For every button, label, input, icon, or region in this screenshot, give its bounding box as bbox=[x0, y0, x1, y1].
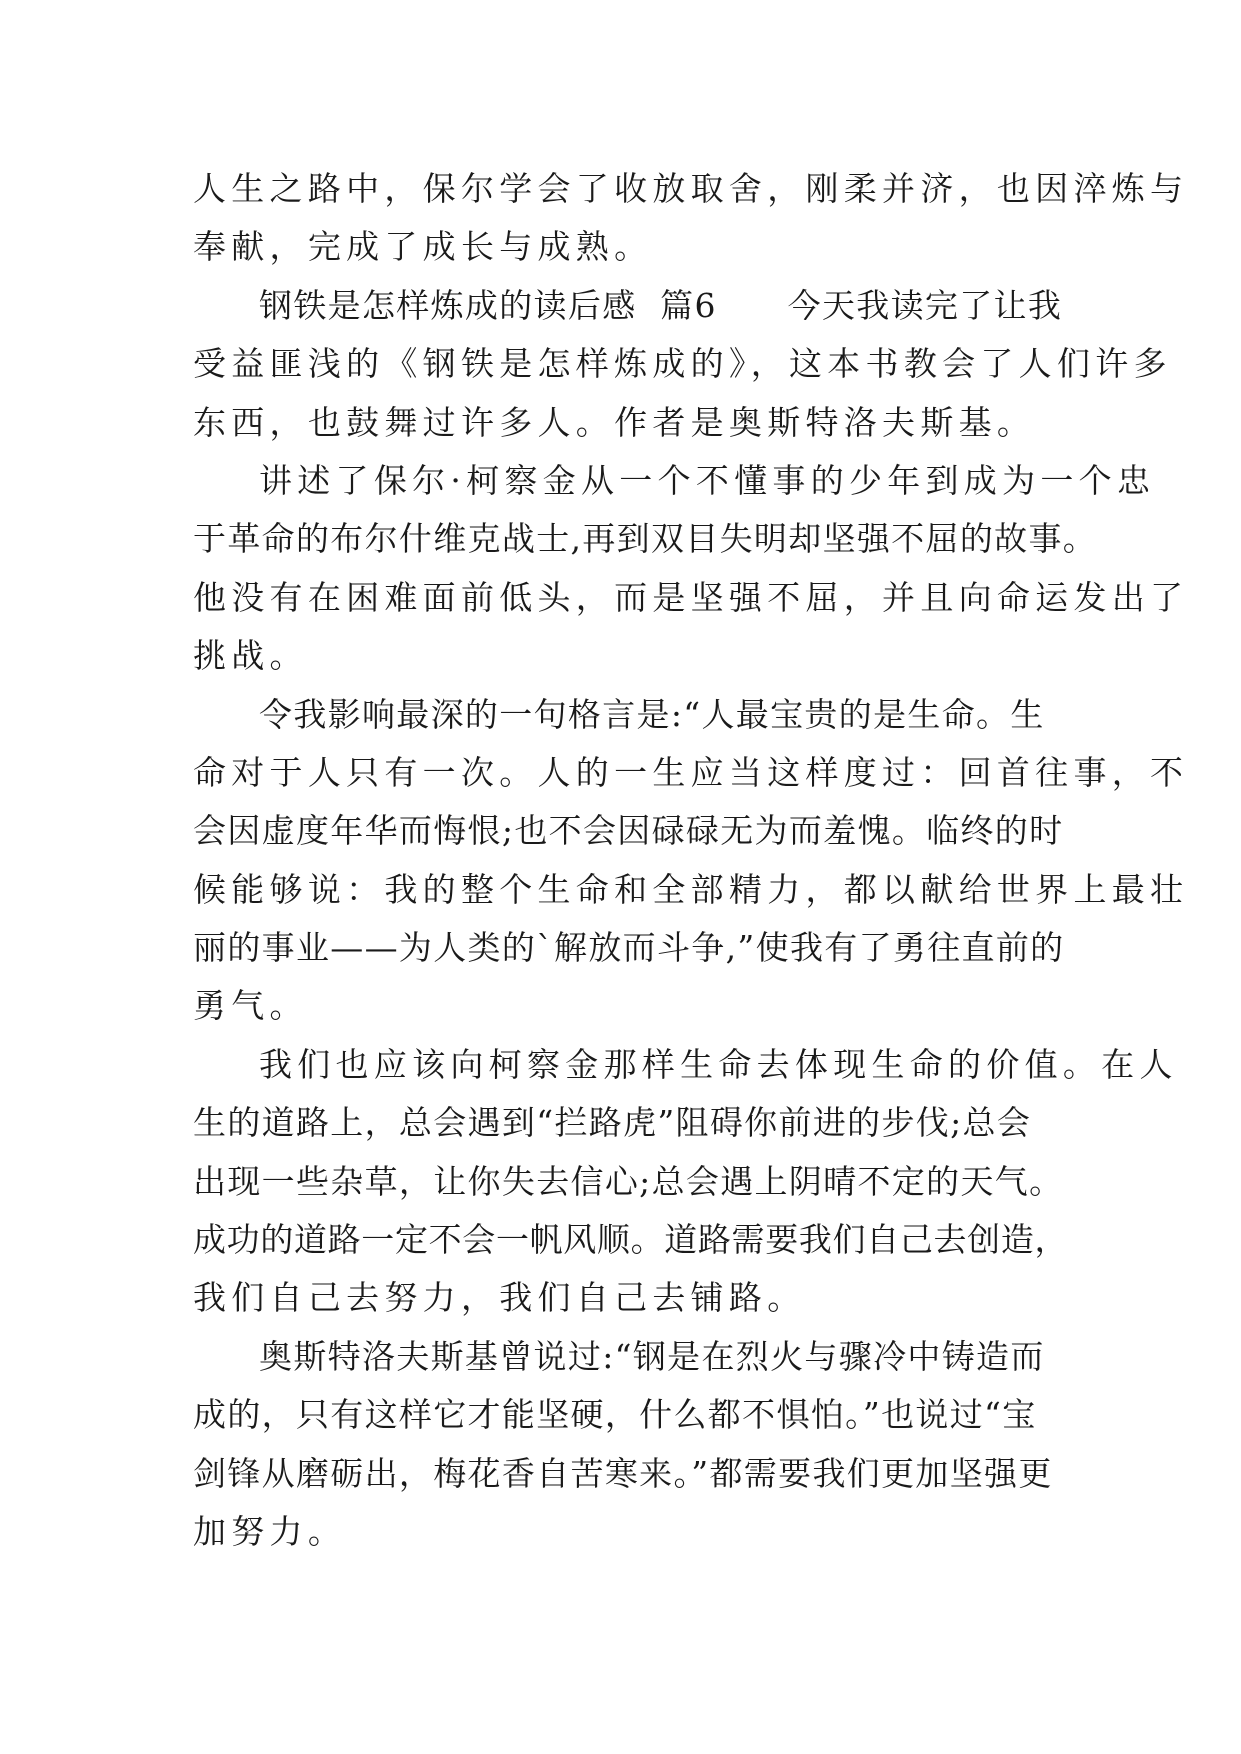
text-line: 奥斯特洛夫斯基曾说过:“钢是在烈火与骤冷中铸造而 bbox=[259, 1336, 1045, 1376]
text-line: 候能够说：我的整个生命和全部精力，都以献给世界上最壮 bbox=[193, 869, 1189, 909]
body-text bbox=[193, 160, 1189, 1561]
text-line: 东西，也鼓舞过许多人。作者是奥斯特洛夫斯基。 bbox=[193, 402, 1036, 442]
text-line: 加努力。 bbox=[193, 1511, 347, 1551]
text-line: 奉献，完成了成长与成熟。 bbox=[193, 227, 653, 267]
text-line: 丽的事业——为人类的`解放而斗争,”使我有了勇往直前的 bbox=[193, 928, 1065, 968]
paragraph bbox=[193, 1328, 1073, 1562]
text-line: 会因虚度年华而悔恨;也不会因碌碌无为而羞愧。临终的时 bbox=[193, 811, 1064, 851]
text-line: 成的，只有这样它才能坚硬，什么都不惧怕。”也说过“宝 bbox=[193, 1395, 1037, 1435]
text-line: 钢铁是怎样炼成的读后感 篇6 今天我读完了让我 bbox=[259, 285, 1063, 325]
text-line: 于革命的布尔什维克战士,再到双目失明却坚强不屈的故事。 bbox=[193, 519, 1098, 559]
paragraph bbox=[193, 1036, 1178, 1328]
text-line: 出现一些杂草，让你失去信心;总会遇上阴晴不定的天气。 bbox=[193, 1161, 1064, 1201]
text-line: 人生之路中，保尔学会了收放取舍，刚柔并济，也因淬炼与 bbox=[193, 169, 1189, 208]
text-line: 受益匪浅的《钢铁是怎样炼成的》，这本书教会了人们许多 bbox=[193, 344, 1172, 384]
paragraph bbox=[193, 160, 1189, 277]
text-line: 挑战。 bbox=[193, 636, 308, 676]
text-line: 生的道路上，总会遇到“拦路虎”阻碍你前进的步伐;总会 bbox=[193, 1103, 1032, 1143]
text-line: 讲述了保尔·柯察金从一个不懂事的少年到成为一个忠 bbox=[259, 460, 1156, 500]
text-line: 他没有在困难面前低头，而是坚强不屈，并且向命运发出了 bbox=[193, 577, 1189, 617]
paragraph bbox=[193, 686, 1189, 1036]
text-line: 令我影响最深的一句格言是:“人最宝贵的是生命。生 bbox=[259, 694, 1045, 734]
text-line: 剑锋从磨砺出，梅花香自苦寒来。”都需要我们更加坚强更 bbox=[193, 1453, 1053, 1493]
text-line: 我们自己去努力，我们自己去铺路。 bbox=[193, 1278, 806, 1318]
text-line: 命对于人只有一次。人的一生应当这样度过：回首往事，不 bbox=[193, 752, 1189, 792]
paragraph bbox=[193, 277, 1172, 452]
text-line: 勇气。 bbox=[193, 986, 308, 1026]
text-line: 我们也应该向柯察金那样生命去体现生命的价值。在人 bbox=[259, 1044, 1178, 1084]
text-line: 成功的道路一定不会一帆风顺。道路需要我们自己去创造， bbox=[193, 1220, 1069, 1260]
paragraph bbox=[193, 452, 1189, 686]
